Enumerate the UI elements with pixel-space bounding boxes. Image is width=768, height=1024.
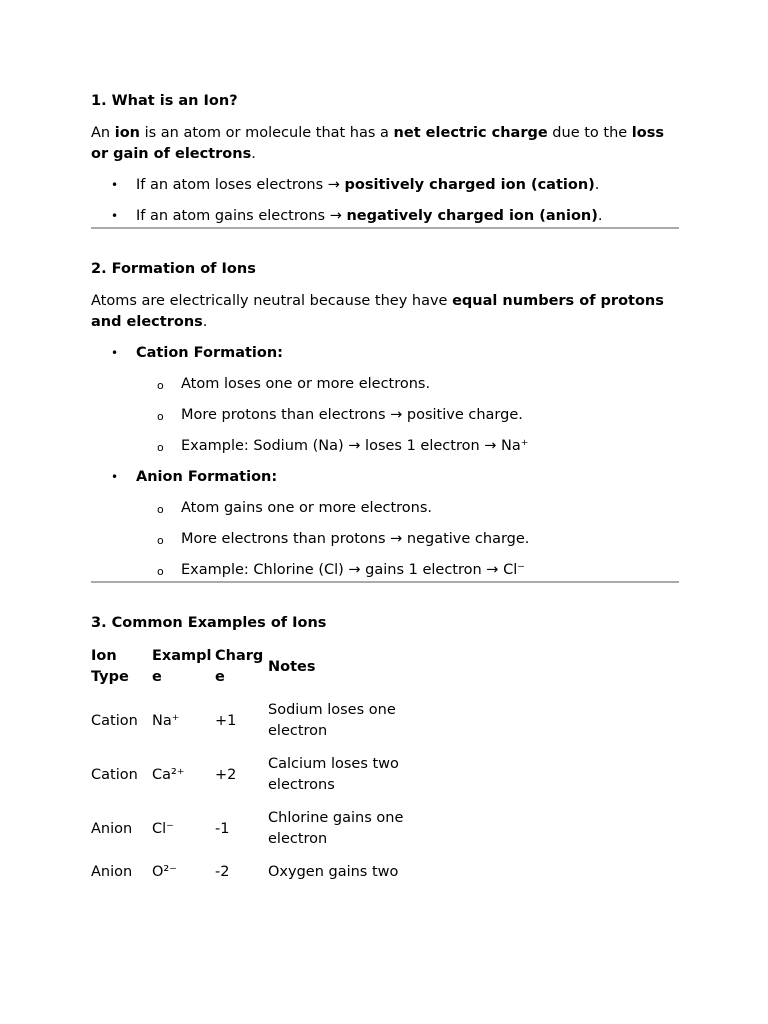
- ion-bullets: [91, 175, 679, 227]
- table-cell: Calcium loses two electrons: [268, 756, 399, 793]
- formation-list: [91, 343, 679, 581]
- circle-bullet-icon: o: [157, 534, 164, 547]
- table-cell: Cation: [91, 712, 138, 729]
- section-1-heading: 1. What is an Ion?: [91, 93, 238, 109]
- bullet-icon: •: [111, 178, 119, 192]
- table-cell: Anion: [91, 820, 133, 837]
- table-cell: +1: [215, 712, 237, 729]
- table-row: [91, 862, 418, 895]
- list-item: • If an atom gains electrons → negatively charged ion (anion).: [91, 206, 679, 227]
- list-item: o Example: Chlorine (Cl) → gains 1 electron → Cl⁻: [136, 560, 679, 581]
- table-row: [91, 700, 418, 754]
- table-cell: -2: [215, 864, 230, 880]
- list-item: • Cation Formation: o Atom loses one or more electrons. o More protons than electrons → positive charge. o Example: Sodium (Na) → loses 1 electron → Na⁺: [91, 343, 679, 457]
- circle-bullet-icon: o: [157, 410, 164, 423]
- table-row: [91, 808, 418, 862]
- table-cell: +2: [215, 766, 237, 783]
- section-3-heading: 3. Common Examples of Ions: [91, 615, 327, 631]
- table-cell: O²⁻: [152, 864, 177, 880]
- bullet-icon: •: [111, 470, 119, 484]
- table-cell: Oxygen gains two: [268, 864, 399, 880]
- table-header-row: [91, 646, 418, 700]
- neutral-atoms-paragraph: Atoms are electrically neutral because they have equal numbers of protons and electrons.: [91, 293, 664, 330]
- section-2-heading: 2. Formation of Ions: [91, 261, 256, 277]
- list-item: o Example: Sodium (Na) → loses 1 electron → Na⁺: [136, 436, 679, 457]
- bullet-icon: •: [111, 209, 119, 223]
- ion-definition-paragraph: An ion is an atom or molecule that has a net electric charge due to the loss or gain of electrons.: [91, 125, 664, 162]
- list-item: • If an atom loses electrons → positively charged ion (cation).: [91, 175, 679, 196]
- list-item: o Atom gains one or more electrons.: [136, 498, 679, 519]
- list-item: o More electrons than protons → negative charge.: [136, 529, 679, 550]
- table-cell: Ca²⁺: [152, 766, 185, 783]
- document-content: [91, 91, 679, 895]
- table-cell: -1: [215, 820, 230, 837]
- anion-sublist: [136, 498, 679, 581]
- table-cell: Chlorine gains one electron: [268, 810, 404, 847]
- circle-bullet-icon: o: [157, 441, 164, 454]
- ion-examples-table: [91, 646, 418, 895]
- column-header: Example: [152, 648, 212, 685]
- bullet-icon: •: [111, 346, 119, 360]
- table-cell: Cl⁻: [152, 820, 174, 837]
- column-header: Ion Type: [91, 648, 129, 685]
- table-cell: Anion: [91, 864, 133, 880]
- list-item: o Atom loses one or more electrons.: [136, 374, 679, 395]
- circle-bullet-icon: o: [157, 503, 164, 516]
- table-row: [91, 754, 418, 808]
- list-item: o More protons than electrons → positive charge.: [136, 405, 679, 426]
- circle-bullet-icon: o: [157, 565, 164, 578]
- list-item: • Anion Formation: o Atom gains one or more electrons. o More electrons than protons → negative charge. o Example: Chlorine (Cl) → gains 1 electron → Cl⁻: [91, 467, 679, 581]
- section-divider: [91, 581, 679, 583]
- table-cell: Sodium loses one electron: [268, 702, 396, 739]
- table-cell: Cation: [91, 766, 138, 783]
- table-cell: Na⁺: [152, 712, 180, 729]
- cation-sublist: [136, 374, 679, 457]
- circle-bullet-icon: o: [157, 379, 164, 392]
- column-header: Notes: [268, 658, 316, 675]
- column-header: Charge: [215, 648, 264, 685]
- section-divider: [91, 227, 679, 229]
